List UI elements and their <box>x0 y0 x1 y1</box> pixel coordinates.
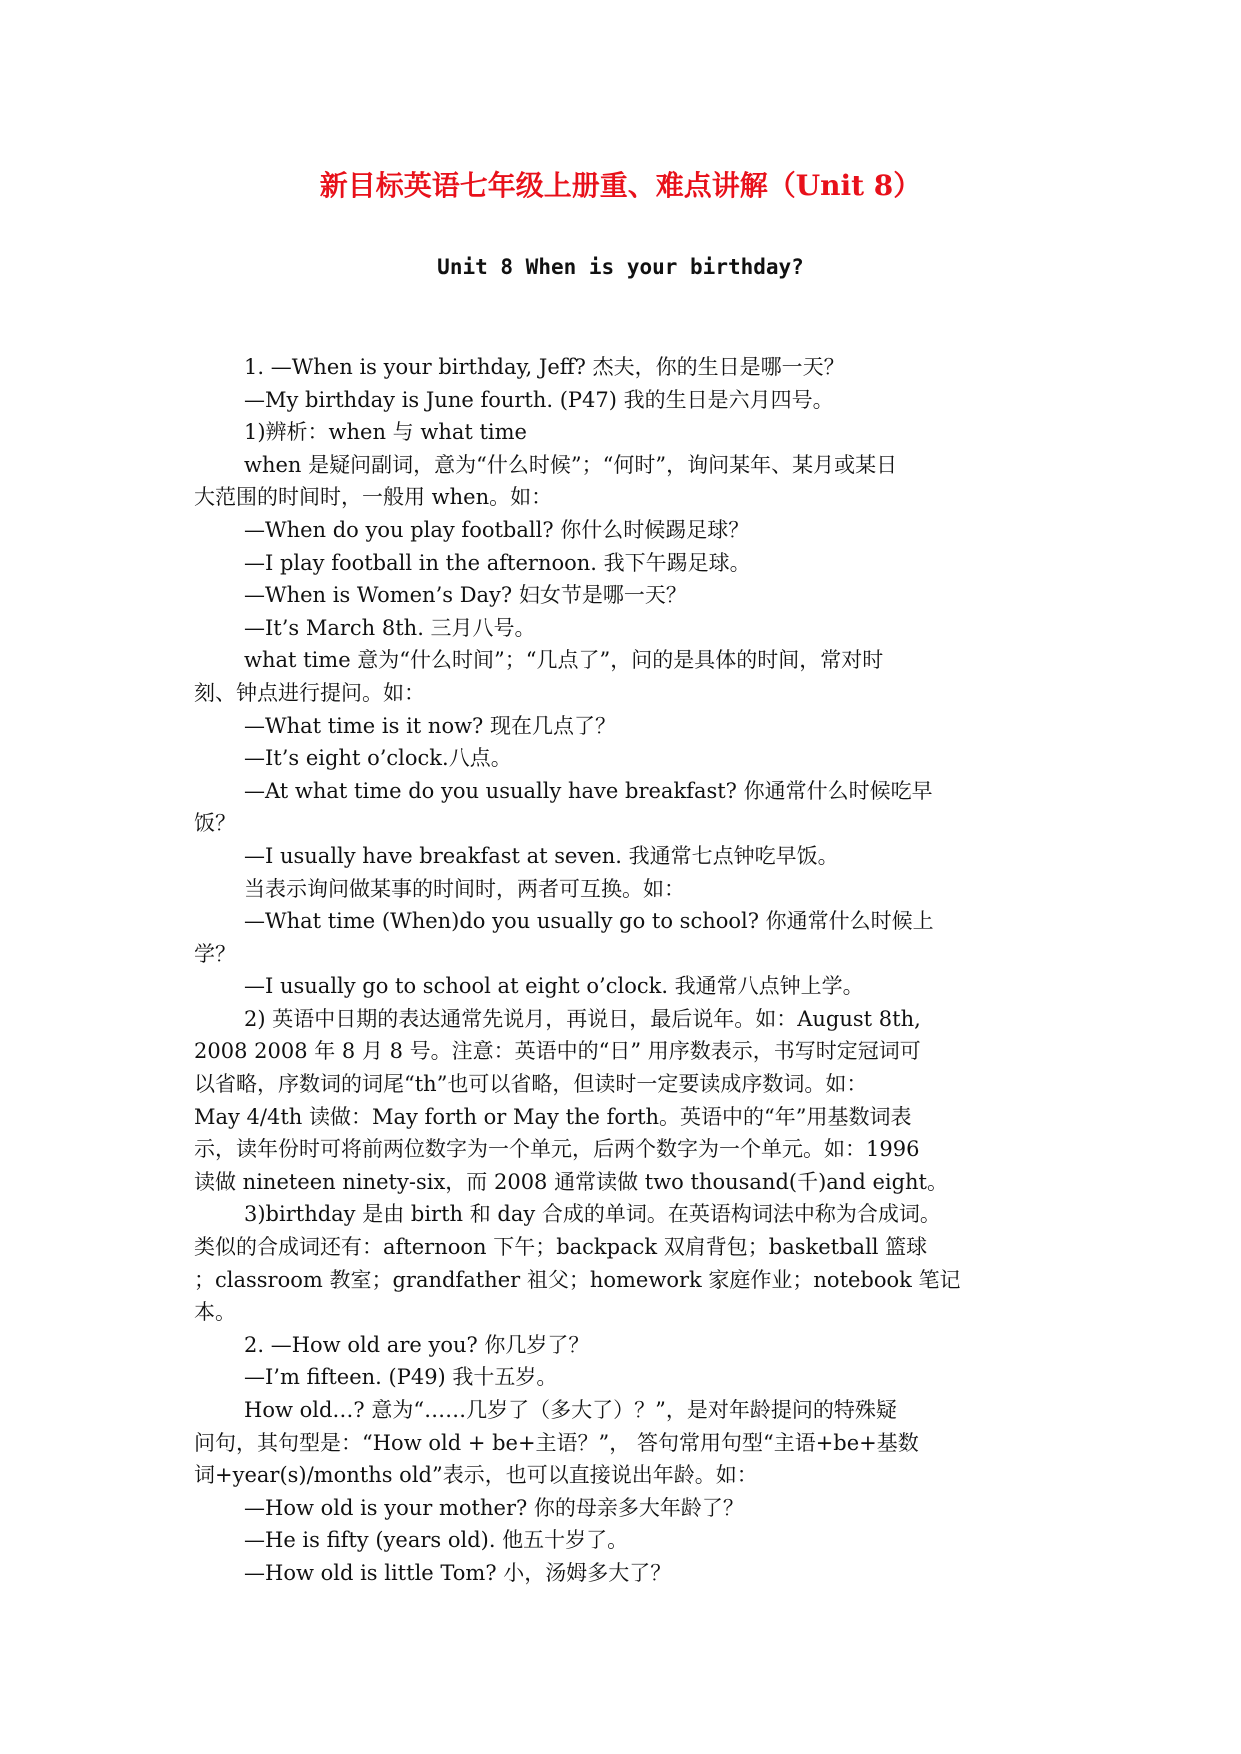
text-line: 1. —When is your birthday, Jeff? 杰夫，你的生日是哪一天？ <box>244 355 845 379</box>
text-line: 词+year(s)/months old”表示，也可以直接说出年龄。如： <box>194 1463 758 1488</box>
text-line: —My birthday is June fourth. (P47) 我的生日是六月四号。 <box>244 387 834 412</box>
unit-heading: Unit 8 When is your birthday? <box>437 255 804 279</box>
text-line: 2) 英语中日期的表达通常先说月，再说日，最后说年。如：August 8th, <box>244 1006 921 1031</box>
document-body <box>194 351 1049 1590</box>
text-line: 2. —How old are you? 你几岁了？ <box>244 1332 590 1357</box>
text-line: 刻、钟点进行提问。如： <box>194 680 425 705</box>
text-line: ；classroom 教室；grandfather 祖父；homework 家庭作业；notebook 笔记 <box>194 1267 961 1292</box>
text-line: 学？ <box>194 941 236 966</box>
text-line: —It’s March 8th. 三月八号。 <box>244 615 536 640</box>
text-line: May 4/4th 读做：May forth or May the forth。英语中的“年”用基数词表 <box>194 1104 912 1129</box>
text-line: —When do you play football? 你什么时候踢足球？ <box>244 517 750 542</box>
text-line: —I usually have breakfast at seven. 我通常七点钟吃早饭。 <box>244 843 839 868</box>
text-line: —What time (When)do you usually go to school? 你通常什么时候上 <box>244 909 934 934</box>
text-line: —I play football in the afternoon. 我下午踢足球。 <box>244 550 751 575</box>
text-line: —What time is it now? 现在几点了？ <box>244 713 616 738</box>
text-line: —I usually go to school at eight o’clock. 我通常八点钟上学。 <box>244 974 864 999</box>
text-line: 3)birthday 是由 birth 和 day 合成的单词。在英语构词法中称为合成词。 <box>244 1202 941 1227</box>
text-line: 示，读年份时可将前两位数字为一个单元，后两个数字为一个单元。如：1996 <box>194 1137 920 1162</box>
text-line: 问句，其句型是：“How old + be+主语？”， 答句常用句型“主语+be+基数 <box>194 1430 919 1455</box>
page-title: 新目标英语七年级上册重、难点讲解（Unit 8） <box>319 169 922 202</box>
text-line: 以省略，序数词的词尾“th”也可以省略，但读时一定要读成序数词。如： <box>194 1072 868 1097</box>
text-line: 2008 2008 年 8 月 8 号。注意：英语中的“日” 用序数表示，书写时定冠词可 <box>194 1039 921 1064</box>
text-line: —It’s eight o’clock.八点。 <box>244 746 512 771</box>
text-line: —How old is your mother? 你的母亲多大年龄了？ <box>244 1495 744 1520</box>
text-line: 1)辨析：when 与 what time <box>244 420 527 445</box>
text-line: —How old is little Tom? 小，汤姆多大了？ <box>244 1560 672 1585</box>
text-line: 本。 <box>194 1300 236 1325</box>
text-line: —I’m fifteen. (P49) 我十五岁。 <box>244 1365 558 1390</box>
text-line: 类似的合成词还有：afternoon 下午；backpack 双肩背包；basketball 篮球 <box>194 1235 928 1260</box>
text-line: 饭？ <box>194 811 236 836</box>
text-line: 当表示询问做某事的时间时，两者可互换。如： <box>244 876 685 901</box>
text-line: 读做 nineteen ninety-six，而 2008 通常读做 two thousand(千)and eight。 <box>194 1169 948 1194</box>
text-line: what time 意为“什么时间”；“几点了”，问的是具体的时间，常对时 <box>244 648 884 673</box>
text-line: 大范围的时间时，一般用 when。如： <box>194 485 553 510</box>
text-line: when 是疑问副词，意为“什么时候”；“何时”，询问某年、某月或某日 <box>244 452 898 477</box>
text-line: —When is Women’s Day? 妇女节是哪一天？ <box>244 583 687 608</box>
text-line: How old…? 意为“……几岁了（多大了）？”，是对年龄提问的特殊疑 <box>244 1398 897 1422</box>
text-line: —He is fifty (years old). 他五十岁了。 <box>244 1528 629 1553</box>
text-line: —At what time do you usually have breakfast? 你通常什么时候吃早 <box>244 778 933 803</box>
